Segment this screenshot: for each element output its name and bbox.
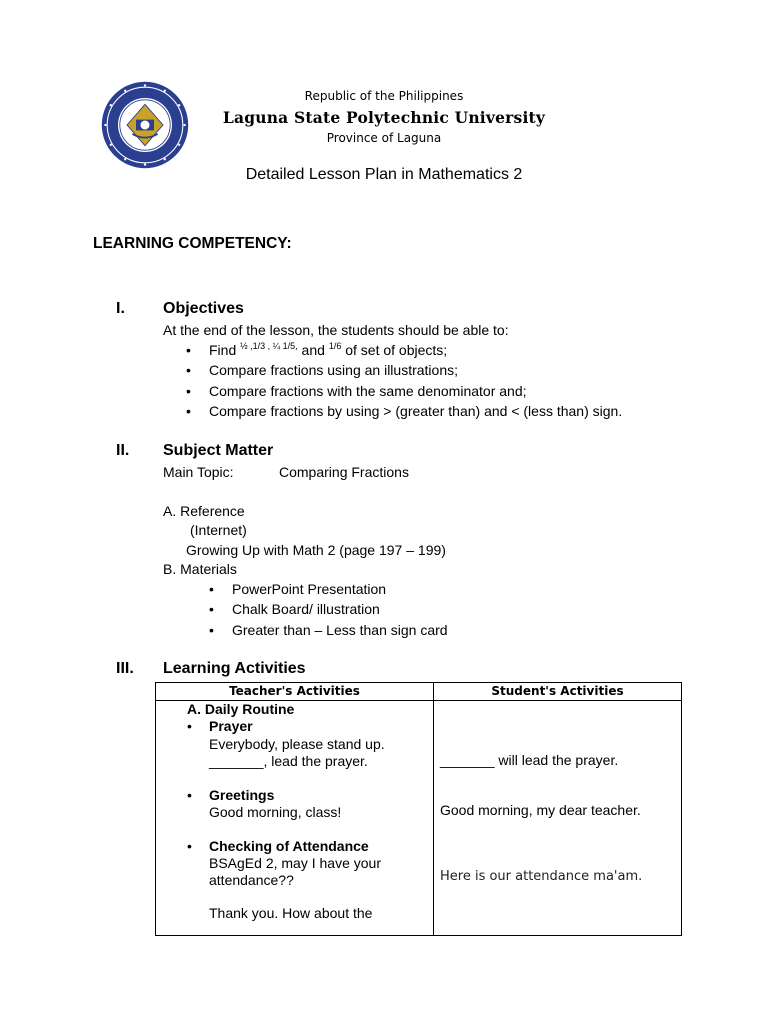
objectives-intro: At the end of the lesson, the students should be able to: bbox=[163, 322, 509, 338]
materials-label: B. Materials bbox=[163, 561, 237, 577]
bullet-icon: • bbox=[187, 718, 192, 734]
section-title-learning-activities: Learning Activities bbox=[163, 660, 306, 677]
find-sixth: 1/6 bbox=[328, 341, 342, 351]
bullet-icon: • bbox=[186, 383, 191, 399]
find-suffix: of set of objects; bbox=[341, 342, 448, 358]
table-header-teacher: Teacher's Activities bbox=[229, 684, 360, 698]
bullet-icon: • bbox=[186, 342, 191, 358]
bullet-icon: • bbox=[187, 838, 192, 854]
prayer-line: _______, lead the prayer. bbox=[209, 753, 368, 769]
material-item: Chalk Board/ illustration bbox=[232, 601, 380, 617]
learning-activities-table bbox=[155, 682, 682, 936]
thanks-line: Thank you. How about the bbox=[209, 905, 373, 921]
bullet-icon: • bbox=[186, 362, 191, 378]
province-header: Province of Laguna bbox=[326, 131, 442, 145]
bullet-icon: • bbox=[209, 601, 214, 617]
find-and: and bbox=[297, 342, 329, 358]
university-name: Laguna State Polytechnic University bbox=[222, 108, 546, 127]
section-number-objectives: I. bbox=[116, 300, 125, 317]
attendance-line: BSAgEd 2, may I have your bbox=[209, 855, 381, 871]
greetings-title: Greetings bbox=[209, 787, 275, 803]
reference-label: A. Reference bbox=[163, 503, 245, 519]
prayer-response: _______ will lead the prayer. bbox=[440, 752, 619, 768]
material-item: Greater than – Less than sign card bbox=[232, 622, 448, 638]
objective-item-find bbox=[209, 342, 447, 358]
find-fractions: ½ ,1/3 , ¼ 1/5, bbox=[240, 341, 298, 351]
material-item: PowerPoint Presentation bbox=[232, 581, 387, 597]
learning-competency-heading: LEARNING COMPETENCY: bbox=[93, 235, 292, 252]
main-topic-value: Comparing Fractions bbox=[279, 464, 409, 480]
objective-item: Compare fractions with the same denominator and; bbox=[209, 383, 527, 399]
section-number-subject-matter: II. bbox=[116, 442, 130, 459]
daily-routine-heading: A. Daily Routine bbox=[187, 701, 295, 717]
bullet-icon: • bbox=[186, 403, 191, 419]
main-topic-label: Main Topic: bbox=[163, 464, 234, 480]
prayer-line: Everybody, please stand up. bbox=[209, 736, 385, 752]
bullet-icon: • bbox=[209, 581, 214, 597]
greetings-line: Good morning, class! bbox=[209, 804, 342, 820]
prayer-title: Prayer bbox=[209, 718, 253, 734]
section-number-learning-activities: III. bbox=[116, 660, 134, 677]
reference-source: (Internet) bbox=[190, 522, 247, 538]
attendance-line: attendance?? bbox=[209, 872, 294, 888]
objective-item: Compare fractions by using > (greater than) and < (less than) sign. bbox=[209, 403, 623, 419]
section-title-objectives: Objectives bbox=[163, 300, 244, 317]
table-column-divider bbox=[433, 683, 434, 935]
bullet-icon: • bbox=[187, 787, 192, 803]
reference-book: Growing Up with Math 2 (page 197 – 199) bbox=[186, 542, 446, 558]
bullet-icon: • bbox=[209, 622, 214, 638]
greetings-response: Good morning, my dear teacher. bbox=[440, 802, 641, 818]
section-title-subject-matter: Subject Matter bbox=[163, 442, 274, 459]
attendance-title: Checking of Attendance bbox=[209, 838, 369, 854]
document-title: Detailed Lesson Plan in Mathematics 2 bbox=[245, 166, 523, 183]
table-header-student: Student's Activities bbox=[491, 684, 624, 698]
republic-header: Republic of the Philippines bbox=[304, 89, 464, 103]
attendance-response: Here is our attendance ma'am. bbox=[440, 869, 643, 884]
find-prefix: Find bbox=[209, 342, 241, 358]
objective-item: Compare fractions using an illustrations; bbox=[209, 362, 459, 378]
